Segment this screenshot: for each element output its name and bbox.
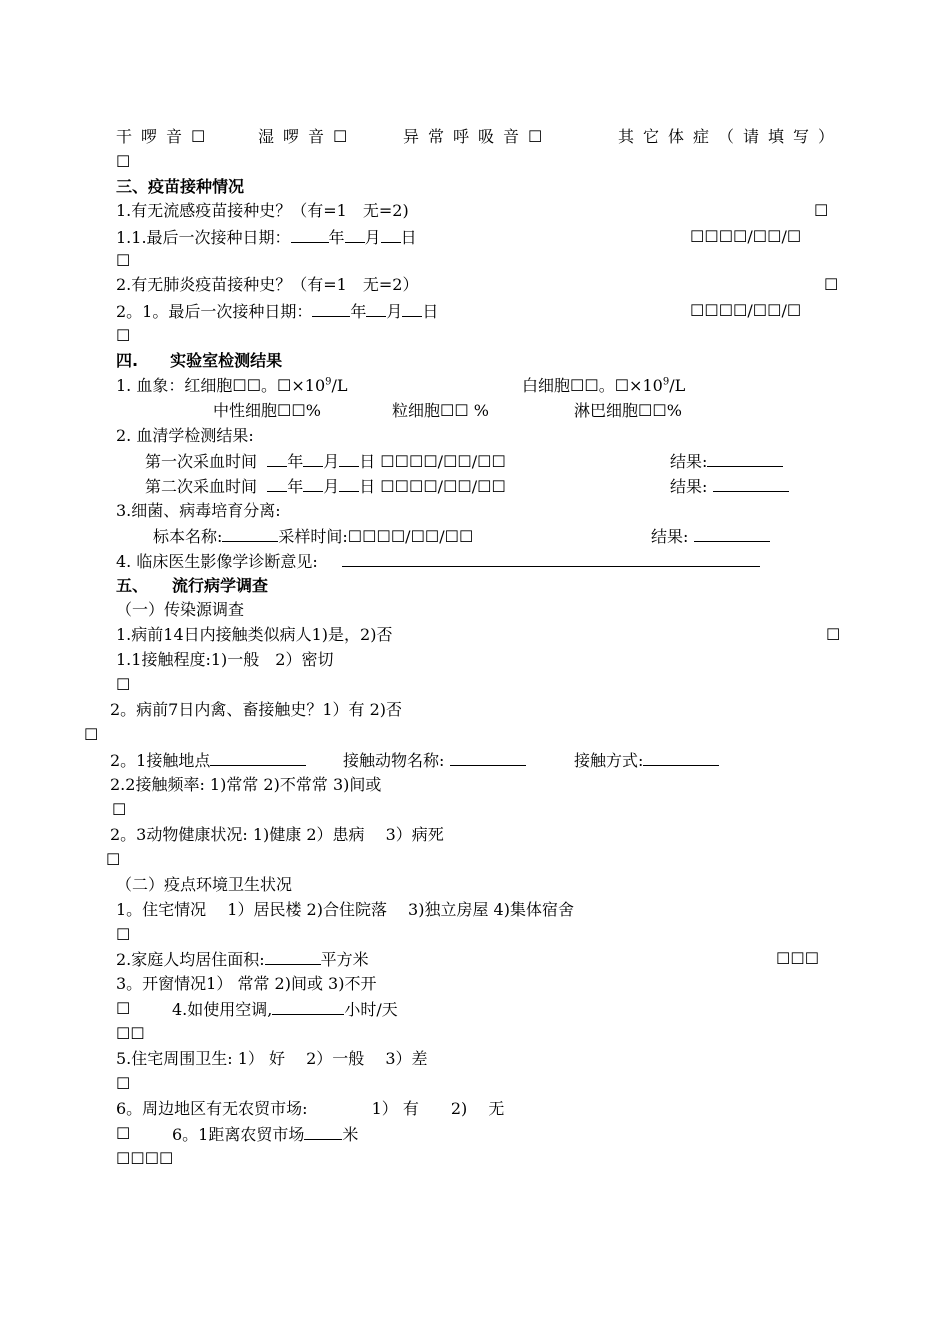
culture-result[interactable]: 结果:: [651, 526, 770, 546]
checkbox[interactable]: ☐: [826, 625, 841, 644]
question-air-conditioner[interactable]: 4.如使用空调, 小时/天: [172, 1000, 398, 1019]
checkbox[interactable]: ☐: [116, 152, 131, 171]
physical-sign-wet-rales: 湿啰音☐: [258, 127, 357, 146]
section-title-epidemiology: 五、 流行病学调查: [116, 576, 269, 595]
checkbox[interactable]: ☐: [116, 925, 131, 944]
question-window-opening: 3。开窗情况1） 常常 2)间或 3)不开: [116, 974, 377, 993]
question-contact-frequency: 2.2接触频率: 1)常常 2)不常常 3)间或: [110, 775, 382, 794]
checkbox[interactable]: ☐: [112, 800, 127, 819]
distance-boxes[interactable]: ☐☐☐☐: [116, 1149, 174, 1168]
date-boxes[interactable]: ☐☐☐☐/☐☐/☐: [690, 227, 802, 246]
date-boxes[interactable]: ☐☐☐☐/☐☐/☐: [690, 301, 802, 320]
checkbox[interactable]: ☐: [84, 725, 99, 744]
contact-location[interactable]: 2。1接触地点: [110, 750, 306, 770]
section-title-lab-results: 四. 实验室检测结果: [116, 351, 283, 370]
question-flu-last-date: 1.1.最后一次接种日期： 年 月 日: [116, 228, 417, 247]
checkbox[interactable]: ☐: [116, 675, 131, 694]
culture-title: 3.细菌、病毒培育分离:: [116, 501, 281, 520]
blood-wbc: 白细胞☐☐。$☐\times 10^9/L$: [522, 376, 686, 395]
checkbox[interactable]: ☐: [116, 999, 131, 1018]
physical-sign-abnormal-breath: 异常呼吸音☐: [403, 127, 552, 146]
subsection-infection-source: （一）传染源调查: [116, 600, 245, 619]
contact-method[interactable]: 接触方式:: [574, 750, 719, 770]
question-surrounding-hygiene: 5.住宅周围卫生: 1） 好 2）一般 3）差: [116, 1049, 428, 1068]
question-market-distance[interactable]: 6。1距离农贸市场 米: [172, 1125, 359, 1144]
question-living-area[interactable]: 2.家庭人均居住面积: 平方米: [116, 950, 369, 969]
question-farmers-market: 6。周边地区有无农贸市场: 1） 有 2) 无: [116, 1099, 505, 1118]
checkbox[interactable]: ☐: [824, 275, 839, 294]
physical-sign-other: 其它体症（请填写）: [618, 127, 844, 146]
question-animal-health: 2。3动物健康状况: 1)健康 2）患病 3）病死: [110, 825, 444, 844]
checkbox[interactable]: ☐: [106, 850, 121, 869]
question-contact-patient: 1.病前14日内接触类似病人1)是，2)否: [116, 625, 393, 644]
checkbox-pair[interactable]: ☐☐: [116, 1024, 145, 1043]
question-contact-degree: 1.1接触程度:1)一般 2）密切: [116, 650, 334, 669]
first-blood-sample: 第一次采血时间 年 月 日 ☐☐☐☐/☐☐/☐☐: [145, 452, 506, 471]
subsection-environment: （二）疫点环境卫生状况: [116, 875, 293, 894]
specimen-name[interactable]: 标本名称: 采样时间:☐☐☐☐/☐☐/☐☐: [153, 527, 474, 546]
serology-title: 2. 血清学检测结果:: [116, 426, 254, 445]
area-boxes[interactable]: ☐☐☐: [776, 949, 820, 968]
blood-granulocyte: 粒细胞☐☐ %: [392, 401, 489, 420]
blood-rbc: 1. 血象：红细胞☐☐。$☐\times 10^9/L$: [116, 376, 348, 395]
question-flu-vaccine: 1.有无流感疫苗接种史？（有=1 无=2): [116, 201, 409, 220]
checkbox[interactable]: ☐: [814, 201, 829, 220]
imaging-diagnosis[interactable]: 4. 临床医生影像学诊断意见:: [116, 551, 760, 571]
question-animal-contact: 2。病前7日内禽、畜接触史？1）有 2)否: [110, 700, 403, 719]
second-blood-sample: 第二次采血时间 年 月 日 ☐☐☐☐/☐☐/☐☐: [145, 477, 506, 496]
question-pneumonia-vaccine: 2.有无肺炎疫苗接种史？（有=1 无=2）: [116, 275, 419, 294]
contact-animal-name[interactable]: 接触动物名称:: [343, 750, 526, 770]
physical-sign-dry-rales: 干啰音☐: [116, 127, 215, 146]
blood-lymphocyte: 淋巴细胞☐☐%: [574, 401, 682, 420]
second-blood-result[interactable]: 结果:: [670, 476, 789, 496]
section-title-vaccination: 三、疫苗接种情况: [116, 177, 245, 196]
question-residence-type: 1。住宅情况 1）居民楼 2)合住院落 3)独立房屋 4)集体宿舍: [116, 900, 574, 919]
checkbox[interactable]: ☐: [116, 251, 131, 270]
question-pneumonia-last-date: 2。1。最后一次接种日期： 年 月 日: [116, 302, 439, 321]
checkbox[interactable]: ☐: [116, 1124, 131, 1143]
checkbox[interactable]: ☐: [116, 1074, 131, 1093]
blood-neutrophil: 中性细胞☐☐%: [213, 401, 321, 420]
first-blood-result[interactable]: 结果:: [670, 451, 783, 471]
checkbox[interactable]: ☐: [116, 326, 131, 345]
